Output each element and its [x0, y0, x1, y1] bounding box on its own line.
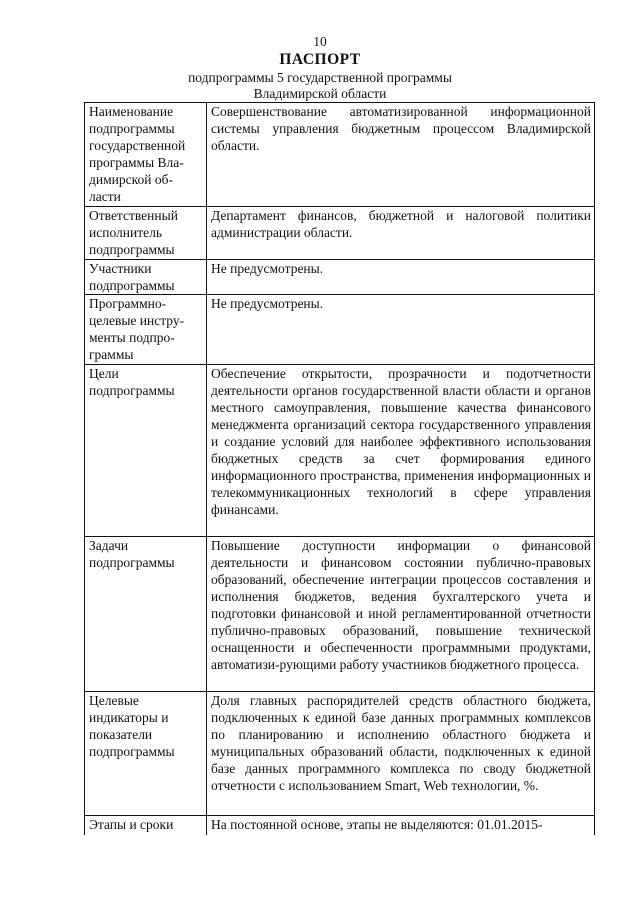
table-row [85, 295, 595, 365]
table-row [85, 537, 595, 692]
row-label-name: Наименование подпрограммы государственной программы Вла-димирской об-ласти [85, 103, 207, 207]
row-label-stages: Этапы и сроки [85, 816, 207, 856]
row-label-instruments: Программно-целевые инстру-менты подпро-граммы [85, 295, 207, 365]
row-value-name: Совершенствование автоматизированной информационной системы управления бюджетным процессом Владимирской области. [207, 103, 595, 207]
subtitle-line-2: Владимирской области [253, 86, 387, 101]
passport-table [84, 102, 595, 856]
table-row [85, 692, 595, 816]
row-label-executor: Ответственный исполнитель подпрограммы [85, 207, 207, 260]
row-value-instruments: Не предусмотрены. [207, 295, 595, 365]
row-value-indicators: Доля главных распорядителей средств областного бюджета, подключенных к единой базе данных программных комплексов по планированию и исполнению областного бюджета и муниципальных образований области, подключенных к единой базе данных программного комплекса по своду бюджетной отчетности с использованием Smart, Web технологии, %. [207, 692, 595, 816]
row-value-executor: Департамент финансов, бюджетной и налоговой политики администрации области. [207, 207, 595, 260]
subtitle-line-1: подпрограммы 5 государственной программы [188, 70, 452, 85]
table-row [85, 260, 595, 295]
page-bottom-margin [0, 835, 640, 905]
row-label-goals: Цели подпрограммы [85, 365, 207, 537]
row-value-goals: Обеспечение открытости, прозрачности и подотчетности деятельности органов государственной власти области и органов местного самоуправления, повышение качества финансового менеджмента организаций сектора государственного управления и создание условий для наиболее эффективного использования бюджетных средств за счет формирования единого информационного пространства, применения информационных и телекоммуникационных технологий в сфере управления финансами. [207, 365, 595, 537]
table-row [85, 103, 595, 207]
table-row [85, 207, 595, 260]
row-label-tasks: Задачи подпрограммы [85, 537, 207, 692]
page-number: 10 [313, 34, 327, 49]
page-title: ПАСПОРТ [279, 51, 361, 68]
row-value-participants: Не предусмотрены. [207, 260, 595, 295]
table-row [85, 365, 595, 537]
row-value-tasks: Повышение доступности информации о финансовой деятельности и финансовом состоянии публично-правовых образований, обеспечение интеграции процессов составления и исполнения бюджетов, ведения бухгалтерского учета и подготовки финансовой и иной регламентированной отчетности публично-правовых образований, повышение технической оснащенности и обеспеченности программными продуктами, автоматизи-рующими работу участников бюджетного процесса. [207, 537, 595, 692]
row-value-stages: На постоянной основе, этапы не выделяются: 01.01.2015- [207, 816, 595, 856]
row-label-participants: Участники подпрограммы [85, 260, 207, 295]
row-label-indicators: Целевые индикаторы и показатели подпрограммы [85, 692, 207, 816]
